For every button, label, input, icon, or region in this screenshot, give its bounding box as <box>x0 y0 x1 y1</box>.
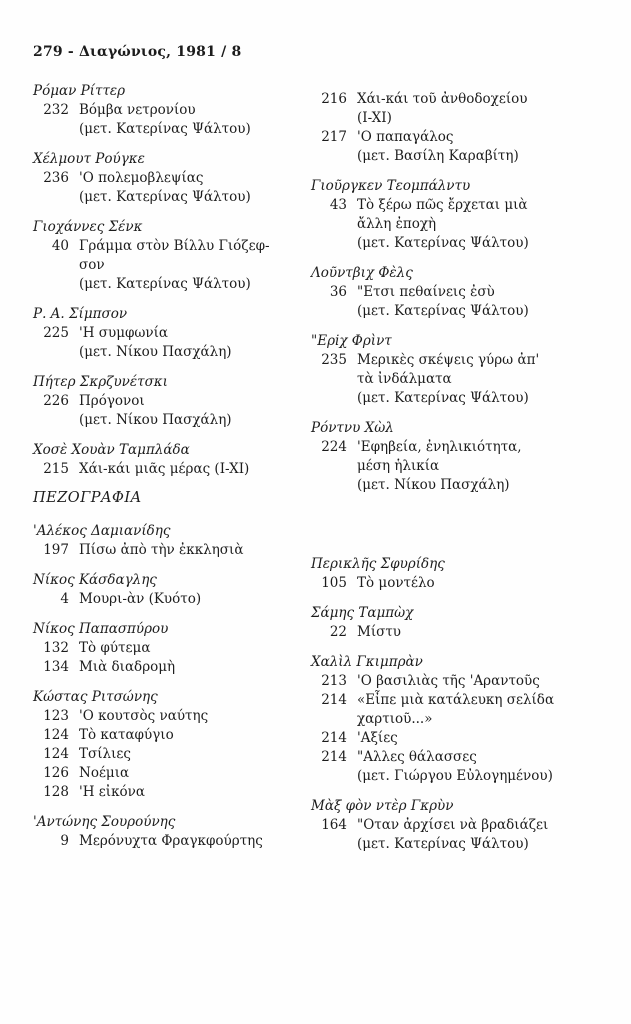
index-entry <box>311 109 581 128</box>
index-entry <box>311 574 581 593</box>
author-name: Γιοῦργκεν Τεομπάλντυ <box>311 178 471 194</box>
entry-title: Τὸ φύτεμα <box>79 640 151 656</box>
page-number <box>311 457 347 476</box>
index-entry <box>311 476 581 495</box>
page-number: 134 <box>43 659 69 675</box>
entry-title: 'Η συμφωνία <box>79 325 169 341</box>
index-entry <box>311 370 581 389</box>
page-number <box>311 476 347 495</box>
page-number: 236 <box>43 170 69 186</box>
author-name: Χοσὲ Χουὰν Ταμπλάδα <box>33 442 190 458</box>
right-prose-list <box>311 555 581 865</box>
author-group <box>311 555 581 593</box>
page-number <box>311 835 347 854</box>
index-entry <box>33 256 303 275</box>
author-group <box>311 264 581 321</box>
author-name: Μὰξ φὸν ντὲρ Γκρὺν <box>311 798 454 814</box>
page-number: 123 <box>43 708 69 724</box>
page-number: 214 <box>321 692 347 708</box>
index-entry <box>33 783 303 802</box>
entry-title: 'Ο κουτσὸς ναύτης <box>79 708 209 724</box>
entry-continuation: χαρτιοῦ...» <box>357 711 433 727</box>
page-number <box>311 370 347 389</box>
author-name: Πήτερ Σκρζυνέτσκι <box>33 374 168 390</box>
page-number <box>311 215 347 234</box>
entry-continuation: (μετ. Κατερίνας Ψάλτου) <box>357 390 529 406</box>
entry-continuation: (μετ. Κατερίνας Ψάλτου) <box>79 121 251 137</box>
entry-title: "Αλλες θάλασσες <box>357 749 477 765</box>
entry-title: "Ετσι πεθαίνεις ἐσὺ <box>357 284 495 300</box>
entry-title: Νοέμια <box>79 765 130 781</box>
author-group <box>33 688 303 802</box>
author-name: Λοῦντβιχ Φὲλς <box>311 265 413 281</box>
author-group <box>311 90 581 166</box>
entry-continuation: (μετ. Κατερίνας Ψάλτου) <box>79 276 251 292</box>
page-number <box>311 302 347 321</box>
index-entry <box>33 460 303 479</box>
entry-title: Βόμβα νετρονίου <box>79 102 196 118</box>
left-poetry-list <box>33 82 303 479</box>
entry-title: Τὸ μοντέλο <box>357 575 435 591</box>
entry-title: "Οταν ἀρχίσει νὰ βραδιάζει <box>357 817 549 833</box>
entry-title: Χάι-κάι μιᾶς μέρας (I-XI) <box>79 461 250 477</box>
page-number: 36 <box>329 284 347 300</box>
index-entry <box>311 767 581 786</box>
page-number <box>311 389 347 408</box>
author-name: "Ερiχ Φρὶντ <box>311 333 392 349</box>
author-name: Σάμης Ταμπὼχ <box>311 605 414 621</box>
entry-title: Τσίλιες <box>79 746 131 762</box>
entry-title: 'Ο βασιλιὰς τῆς 'Αραντοῦς <box>357 673 540 689</box>
page-number: 105 <box>321 575 347 591</box>
index-entry <box>33 237 303 256</box>
index-entry <box>311 457 581 476</box>
entry-continuation: (μετ. Κατερίνας Ψάλτου) <box>79 189 251 205</box>
entry-title: Χάι-κάι τοῦ ἀνθοδοχείου <box>357 91 528 107</box>
index-entry <box>311 302 581 321</box>
entry-title: Μερόνυχτα Φραγκφούρτης <box>79 833 263 849</box>
page-header: 279 - Διαγώνιος, 1981 / 8 <box>33 44 242 60</box>
page-number <box>33 256 69 275</box>
entry-title: Γράμμα στὸν Βίλλυ Γιόζεφ- <box>79 238 270 254</box>
author-name: Κώστας Ριτσώνης <box>33 689 158 705</box>
index-entry <box>33 101 303 120</box>
page-number: 126 <box>43 765 69 781</box>
index-entry <box>311 389 581 408</box>
entry-title: 'Εφηβεία, ἐνηλικιότητα, <box>357 439 522 455</box>
index-entry <box>311 438 581 457</box>
page-number <box>33 275 69 294</box>
page-number: 197 <box>43 542 69 558</box>
page-number <box>311 710 347 729</box>
author-group <box>311 653 581 786</box>
page-number: 124 <box>43 746 69 762</box>
index-entry <box>311 835 581 854</box>
index-entry <box>33 324 303 343</box>
entry-continuation: (μετ. Κατερίνας Ψάλτου) <box>357 836 529 852</box>
index-entry <box>311 710 581 729</box>
author-name: Ρόμαν Ρίττερ <box>33 83 126 99</box>
page-number <box>33 411 69 430</box>
entry-continuation: (μετ. Νίκου Πασχάλη) <box>357 477 510 493</box>
right-poetry-list <box>311 90 581 495</box>
page-number: 235 <box>321 352 347 368</box>
entry-title: 'Ο πολεμοβλεψίας <box>79 170 204 186</box>
index-entry <box>33 726 303 745</box>
entry-continuation: (μετ. Γιώργου Εὐλογημένου) <box>357 768 553 784</box>
author-group <box>33 522 303 560</box>
entry-title: 'Η εἰκόνα <box>79 784 145 800</box>
page-number: 43 <box>329 197 347 213</box>
entry-continuation: (μετ. Κατερίνας Ψάλτου) <box>357 235 529 251</box>
page-number: 216 <box>321 91 347 107</box>
index-entry <box>311 283 581 302</box>
author-group <box>33 571 303 609</box>
author-group <box>33 305 303 362</box>
author-name: 'Αλέκος Δαμιανίδης <box>33 523 171 539</box>
author-group <box>33 620 303 677</box>
index-entry <box>33 541 303 560</box>
index-entry <box>33 169 303 188</box>
index-entry <box>33 745 303 764</box>
page-number: 217 <box>321 129 347 145</box>
index-entry <box>33 639 303 658</box>
page-number: 214 <box>321 749 347 765</box>
page-number: 225 <box>43 325 69 341</box>
author-group <box>311 797 581 854</box>
page-number: 213 <box>321 673 347 689</box>
entry-title: Πρόγονοι <box>79 393 145 409</box>
left-prose-list <box>33 522 303 851</box>
index-entry <box>33 120 303 139</box>
author-name: Ρόντνυ Χὼλ <box>311 420 394 436</box>
entry-continuation: τὰ ἰνδάλματα <box>357 371 452 387</box>
entry-title: 'Αξίες <box>357 730 398 746</box>
author-name: Νίκος Παπασπύρου <box>33 621 169 637</box>
index-entry <box>311 672 581 691</box>
author-name: Χαλὶλ Γκιμπρὰν <box>311 654 423 670</box>
entry-continuation: (μετ. Νίκου Πασχάλη) <box>79 344 232 360</box>
entry-continuation: ἄλλη ἐποχὴ <box>357 216 437 232</box>
index-entry <box>311 128 581 147</box>
index-entry <box>33 392 303 411</box>
page-number: 22 <box>329 624 347 640</box>
entry-title: 'Ο παπαγάλος <box>357 129 454 145</box>
right-column <box>311 90 581 852</box>
index-entry <box>311 351 581 370</box>
index-entry <box>311 816 581 835</box>
entry-title: Πίσω ἀπὸ τὴν ἐκκλησιὰ <box>79 542 244 558</box>
page-number <box>33 343 69 362</box>
index-entry <box>311 90 581 109</box>
page-number: 232 <box>43 102 69 118</box>
author-group <box>33 218 303 294</box>
entry-continuation: (μετ. Νίκου Πασχάλη) <box>79 412 232 428</box>
entry-title: Τὸ ξέρω πῶς ἔρχεται μιὰ <box>357 197 528 213</box>
section-title-prose: ΠΕΖΟΓΡΑΦΙΑ <box>33 490 142 506</box>
page-number: 214 <box>321 730 347 746</box>
index-entry <box>33 590 303 609</box>
entry-title: Μερικὲς σκέψεις γύρω ἀπ' <box>357 352 540 368</box>
page-number <box>311 767 347 786</box>
index-entry <box>311 234 581 253</box>
page-number: 128 <box>43 784 69 800</box>
index-entry <box>33 411 303 430</box>
entry-title: Τὸ καταφύγιο <box>79 727 174 743</box>
page-number <box>33 120 69 139</box>
author-group <box>33 373 303 430</box>
page-number: 132 <box>43 640 69 656</box>
page-number: 40 <box>51 238 69 254</box>
index-entry <box>311 729 581 748</box>
author-group <box>33 813 303 851</box>
page-number <box>311 147 347 166</box>
index-entry <box>311 623 581 642</box>
author-group <box>311 604 581 642</box>
page-number: 215 <box>43 461 69 477</box>
entry-title: Μίστυ <box>357 624 402 640</box>
author-name: Γιοχάννες Σένκ <box>33 219 143 235</box>
entry-title: Μιὰ διαδρομὴ <box>79 659 176 675</box>
author-group <box>33 441 303 479</box>
entry-continuation: μέση ἡλικία <box>357 458 440 474</box>
entry-continuation: (μετ. Κατερίνας Ψάλτου) <box>357 303 529 319</box>
page-number: 226 <box>43 393 69 409</box>
index-entry <box>33 188 303 207</box>
index-entry <box>311 196 581 215</box>
author-name: Νίκος Κάσδαγλης <box>33 572 157 588</box>
author-name: Χέλμουτ Ρούγκε <box>33 151 145 167</box>
page-number: 9 <box>60 833 69 849</box>
entry-title: «Εἶπε μιὰ κατάλευκη σελίδα <box>357 692 555 708</box>
index-entry <box>311 691 581 710</box>
index-entry <box>311 215 581 234</box>
author-group <box>33 82 303 139</box>
page-number <box>311 234 347 253</box>
index-entry <box>311 147 581 166</box>
page-number <box>33 188 69 207</box>
index-entry <box>33 707 303 726</box>
page-number: 224 <box>321 439 347 455</box>
author-name: Ρ. Α. Σίμπσον <box>33 306 128 322</box>
author-group <box>33 150 303 207</box>
author-group <box>311 177 581 253</box>
entry-continuation: (I-XI) <box>357 110 392 126</box>
index-entry <box>311 748 581 767</box>
left-column <box>33 82 303 862</box>
page-number: 164 <box>321 817 347 833</box>
page-number <box>311 109 347 128</box>
page-number: 4 <box>60 591 69 607</box>
index-entry <box>33 275 303 294</box>
index-entry <box>33 832 303 851</box>
page-number: 124 <box>43 727 69 743</box>
author-name: 'Αντώνης Σουρούνης <box>33 814 176 830</box>
index-entry <box>33 764 303 783</box>
author-group <box>311 419 581 495</box>
entry-continuation: (μετ. Βασίλη Καραβίτη) <box>357 148 519 164</box>
author-name: Περικλῆς Σφυρίδης <box>311 556 445 572</box>
author-group <box>311 332 581 408</box>
index-entry <box>33 658 303 677</box>
entry-title: Μουρι-ὰν (Κυότο) <box>79 591 202 607</box>
index-entry <box>33 343 303 362</box>
entry-continuation: σον <box>79 257 105 273</box>
